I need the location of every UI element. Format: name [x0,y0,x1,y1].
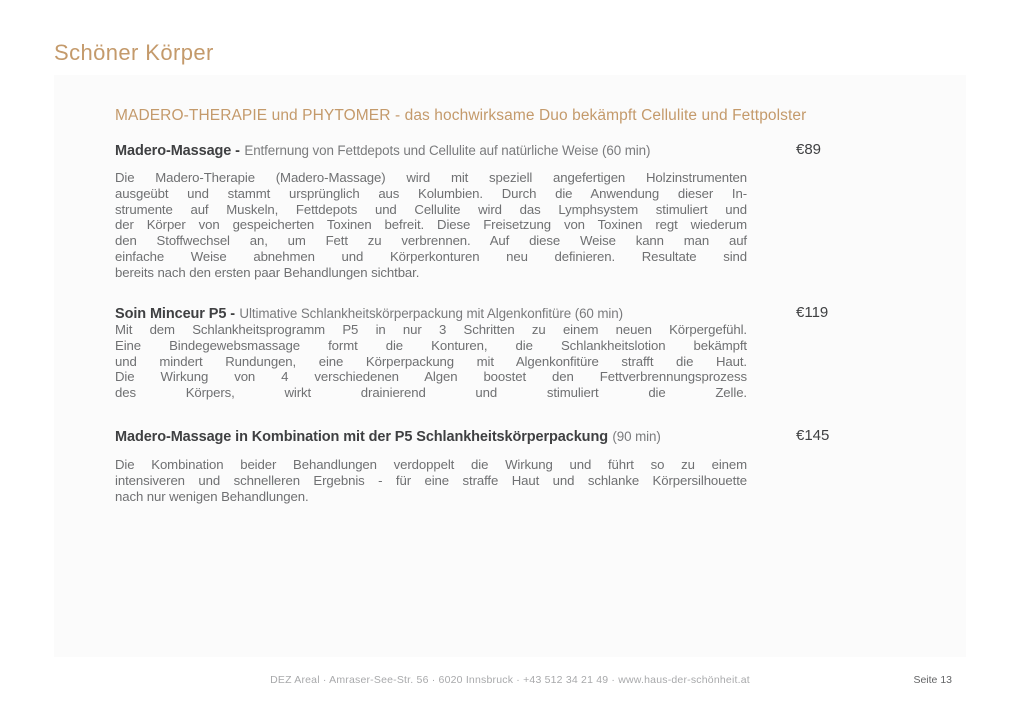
description-line: den Stoffwechsel an, um Fett zu verbrennen. Auf diese Weise kann man auf [115,233,747,249]
description-line: der Körper von gespeicherten Toxinen befreit. Diese Freisetzung von Toxinen regt wiederum [115,217,747,233]
section-heading: MADERO-THERAPIE und PHYTOMER - das hochwirksame Duo bekämpft Cellulite und Fettpolster [115,107,807,124]
description-line: Mit dem Schlankheitsprogramm P5 in nur 3 Schritten zu einem neuen Körpergefühl. [115,322,747,337]
description-line: und mindert Rundungen, eine Körperpackung mit Algenkonfitüre strafft die Haut. [115,353,747,369]
price-list-item-title [115,142,790,160]
footer-contact-line: DEZ Areal · Amraser-See-Str. 56 · 6020 Innsbruck · +43 512 34 21 49 · www.haus-der-schönheit.at [270,674,750,686]
treatment-subtitle: Ultimative Schlankheitskörperpackung mit Algenkonfitüre (60 min) [239,306,624,321]
price-value: €145 [796,427,830,444]
description-line: bereits nach den ersten paar Behandlungen sichtbar. [115,264,420,280]
treatment-name: Madero-Massage - [115,143,240,159]
price-value: €89 [796,141,822,158]
treatment-name: Soin Minceur P5 - [115,306,235,322]
description-line: strumente auf Muskeln, Fettdepots und Cellulite wird das Lymphsystem stimuliert und [115,201,747,217]
description-line: Die Wirkung von 4 verschiedenen Algen boostet den Fettverbrennungsprozess [115,369,747,385]
treatment-description [115,170,747,281]
description-line: des Körpers, wirkt drainierend und stimuliert die Zelle. [115,385,747,401]
price-value: €119 [796,304,829,321]
treatment-description [115,322,747,401]
description-line: intensiveren und schnelleren Ergebnis - für eine straffe Haut und schlanke Körpersilhouette [115,472,747,488]
price-list-item-title [115,305,790,323]
price-list-item-title [115,428,790,446]
page-title: Schöner Körper [54,40,214,65]
treatment-subtitle: Entfernung von Fettdepots und Cellulite auf natürliche Weise (60 min) [244,143,651,158]
treatment-description [115,457,747,504]
page-number: Seite 13 [913,674,952,686]
description-line: Eine Bindegewebsmassage formt die Konturen, die Schlankheitslotion bekämpft [115,337,747,353]
treatment-subtitle: (90 min) [612,429,661,444]
treatment-name: Madero-Massage in Kombination mit der P5 Schlankheitskörperpackung [115,429,608,445]
description-line: Die Madero-Therapie (Madero-Massage) wird mit speziell angefertigen Holzinstrumenten [115,170,747,185]
description-line: einfache Weise abnehmen und Körperkonturen neu definieren. Resultate sind [115,248,747,264]
description-line: ausgeübt und stammt ursprünglich aus Kolumbien. Durch die Anwendung dieser In- [115,185,747,201]
description-line: Die Kombination beider Behandlungen verdoppelt die Wirkung und führt so zu einem [115,457,747,472]
description-line: nach nur wenigen Behandlungen. [115,488,309,504]
